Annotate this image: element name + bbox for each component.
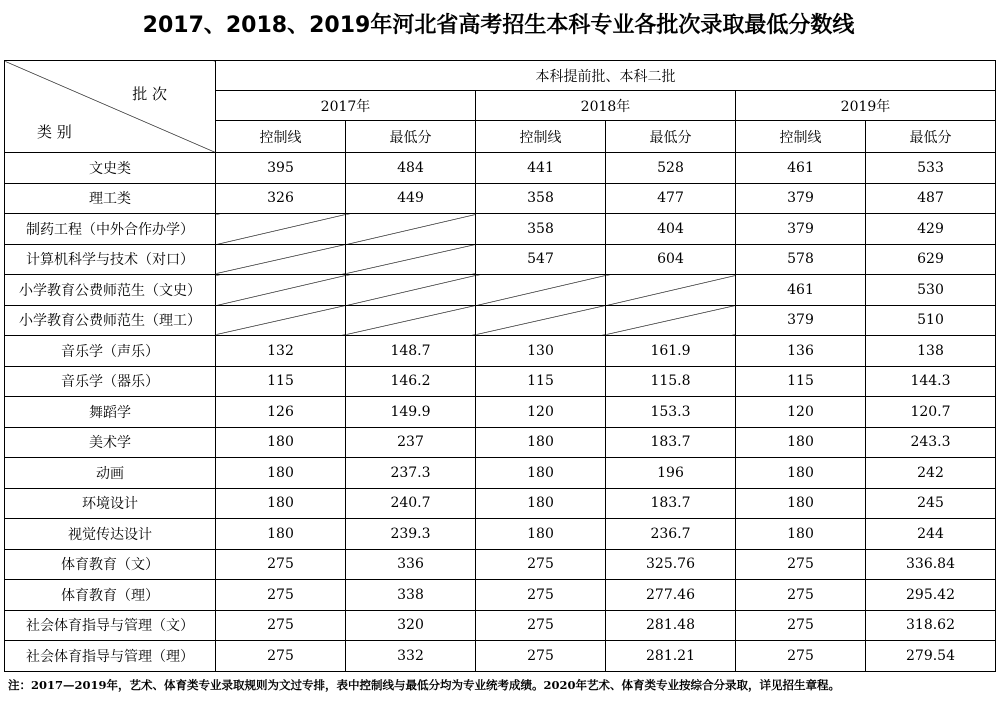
min-score-cell: 404 — [606, 214, 736, 245]
control-line-cell: 358 — [476, 183, 606, 214]
empty-cell — [476, 275, 606, 306]
control-line-cell: 180 — [216, 519, 346, 550]
category-cell: 音乐学（器乐） — [5, 366, 216, 397]
table-row — [5, 305, 996, 336]
control-line-cell: 275 — [216, 580, 346, 611]
table-row — [5, 183, 996, 214]
table-row — [5, 519, 996, 550]
category-cell: 体育教育（文） — [5, 549, 216, 580]
control-line-cell: 120 — [736, 397, 866, 428]
category-cell: 计算机科学与技术（对口） — [5, 244, 216, 275]
control-line-cell: 379 — [736, 305, 866, 336]
empty-cell — [346, 244, 476, 275]
header-year-2019: 2019年 — [736, 91, 996, 121]
min-score-cell: 528 — [606, 153, 736, 184]
min-score-cell: 146.2 — [346, 366, 476, 397]
control-line-cell: 275 — [476, 610, 606, 641]
control-line-cell: 275 — [476, 549, 606, 580]
min-score-cell: 281.48 — [606, 610, 736, 641]
category-cell: 舞蹈学 — [5, 397, 216, 428]
min-score-cell: 277.46 — [606, 580, 736, 611]
header-batch-title: 本科提前批、本科二批 — [216, 61, 996, 91]
table-row — [5, 427, 996, 458]
min-score-cell: 484 — [346, 153, 476, 184]
control-line-cell: 275 — [216, 549, 346, 580]
header-min-score: 最低分 — [866, 121, 996, 153]
table-row — [5, 580, 996, 611]
category-cell: 小学教育公费师范生（文史） — [5, 275, 216, 306]
table-row — [5, 458, 996, 489]
min-score-cell: 629 — [866, 244, 996, 275]
control-line-cell: 120 — [476, 397, 606, 428]
min-score-cell: 183.7 — [606, 488, 736, 519]
empty-cell — [606, 305, 736, 336]
table-row — [5, 549, 996, 580]
control-line-cell: 180 — [476, 458, 606, 489]
empty-cell — [476, 305, 606, 336]
header-control-line: 控制线 — [216, 121, 346, 153]
control-line-cell: 180 — [216, 488, 346, 519]
control-line-cell: 395 — [216, 153, 346, 184]
header-control-line: 控制线 — [476, 121, 606, 153]
category-cell: 文史类 — [5, 153, 216, 184]
page-title: 2017、2018、2019年河北省高考招生本科专业各批次录取最低分数线 — [142, 13, 855, 38]
control-line-cell: 115 — [216, 366, 346, 397]
header-min-score: 最低分 — [606, 121, 736, 153]
min-score-cell: 477 — [606, 183, 736, 214]
category-cell: 制药工程（中外合作办学） — [5, 214, 216, 245]
header-category-label: 类 别 — [37, 123, 72, 141]
empty-cell — [346, 305, 476, 336]
control-line-cell: 578 — [736, 244, 866, 275]
control-line-cell: 379 — [736, 214, 866, 245]
control-line-cell: 180 — [736, 519, 866, 550]
category-cell: 小学教育公费师范生（理工） — [5, 305, 216, 336]
table-row — [5, 153, 996, 184]
header-year-2018: 2018年 — [476, 91, 736, 121]
control-line-cell: 275 — [216, 641, 346, 672]
min-score-cell: 237.3 — [346, 458, 476, 489]
min-score-cell: 338 — [346, 580, 476, 611]
category-cell: 社会体育指导与管理（文） — [5, 610, 216, 641]
min-score-cell: 144.3 — [866, 366, 996, 397]
min-score-cell: 336 — [346, 549, 476, 580]
min-score-cell: 161.9 — [606, 336, 736, 367]
control-line-cell: 126 — [216, 397, 346, 428]
min-score-cell: 318.62 — [866, 610, 996, 641]
min-score-cell: 429 — [866, 214, 996, 245]
min-score-cell: 510 — [866, 305, 996, 336]
min-score-cell: 244 — [866, 519, 996, 550]
min-score-cell: 332 — [346, 641, 476, 672]
control-line-cell: 326 — [216, 183, 346, 214]
category-cell: 动画 — [5, 458, 216, 489]
header-corner-cell — [5, 61, 216, 153]
table-row — [5, 336, 996, 367]
min-score-cell: 148.7 — [346, 336, 476, 367]
table-row — [5, 366, 996, 397]
category-cell: 音乐学（声乐） — [5, 336, 216, 367]
control-line-cell: 358 — [476, 214, 606, 245]
table-row — [5, 214, 996, 245]
score-table — [4, 60, 996, 672]
control-line-cell: 461 — [736, 153, 866, 184]
min-score-cell: 196 — [606, 458, 736, 489]
min-score-cell: 279.54 — [866, 641, 996, 672]
min-score-cell: 449 — [346, 183, 476, 214]
control-line-cell: 461 — [736, 275, 866, 306]
empty-cell — [346, 275, 476, 306]
table-row — [5, 275, 996, 306]
control-line-cell: 275 — [736, 641, 866, 672]
control-line-cell: 180 — [476, 519, 606, 550]
min-score-cell: 325.76 — [606, 549, 736, 580]
control-line-cell: 180 — [736, 488, 866, 519]
control-line-cell: 275 — [216, 610, 346, 641]
category-cell: 理工类 — [5, 183, 216, 214]
table-row — [5, 610, 996, 641]
min-score-cell: 320 — [346, 610, 476, 641]
empty-cell — [606, 275, 736, 306]
min-score-cell: 239.3 — [346, 519, 476, 550]
min-score-cell: 243.3 — [866, 427, 996, 458]
control-line-cell: 132 — [216, 336, 346, 367]
control-line-cell: 136 — [736, 336, 866, 367]
control-line-cell: 180 — [216, 427, 346, 458]
min-score-cell: 138 — [866, 336, 996, 367]
table-row — [5, 397, 996, 428]
min-score-cell: 295.42 — [866, 580, 996, 611]
min-score-cell: 120.7 — [866, 397, 996, 428]
control-line-cell: 441 — [476, 153, 606, 184]
control-line-cell: 547 — [476, 244, 606, 275]
control-line-cell: 115 — [736, 366, 866, 397]
control-line-cell: 275 — [736, 580, 866, 611]
min-score-cell: 487 — [866, 183, 996, 214]
header-control-line: 控制线 — [736, 121, 866, 153]
min-score-cell: 281.21 — [606, 641, 736, 672]
min-score-cell: 240.7 — [346, 488, 476, 519]
category-cell: 视觉传达设计 — [5, 519, 216, 550]
category-cell: 体育教育（理） — [5, 580, 216, 611]
control-line-cell: 180 — [216, 458, 346, 489]
min-score-cell: 237 — [346, 427, 476, 458]
min-score-cell: 183.7 — [606, 427, 736, 458]
header-year-2017: 2017年 — [216, 91, 476, 121]
control-line-cell: 130 — [476, 336, 606, 367]
category-cell: 环境设计 — [5, 488, 216, 519]
control-line-cell: 275 — [736, 549, 866, 580]
control-line-cell: 275 — [736, 610, 866, 641]
footnote: 注：2017—2019年，艺术、体育类专业录取规则为文过专排，表中控制线与最低分均为专业统考成绩。2020年艺术、体育类专业按综合分录取，详见招生章程。 — [8, 678, 841, 692]
control-line-cell: 180 — [736, 427, 866, 458]
min-score-cell: 115.8 — [606, 366, 736, 397]
control-line-cell: 275 — [476, 580, 606, 611]
control-line-cell: 180 — [736, 458, 866, 489]
table-row — [5, 244, 996, 275]
empty-cell — [216, 214, 346, 245]
min-score-cell: 336.84 — [866, 549, 996, 580]
empty-cell — [346, 214, 476, 245]
min-score-cell: 530 — [866, 275, 996, 306]
control-line-cell: 275 — [476, 641, 606, 672]
control-line-cell: 180 — [476, 427, 606, 458]
header-min-score: 最低分 — [346, 121, 476, 153]
empty-cell — [216, 244, 346, 275]
category-cell: 社会体育指导与管理（理） — [5, 641, 216, 672]
min-score-cell: 533 — [866, 153, 996, 184]
min-score-cell: 153.3 — [606, 397, 736, 428]
table-row — [5, 641, 996, 672]
min-score-cell: 149.9 — [346, 397, 476, 428]
empty-cell — [216, 305, 346, 336]
min-score-cell: 245 — [866, 488, 996, 519]
min-score-cell: 242 — [866, 458, 996, 489]
table-row — [5, 488, 996, 519]
empty-cell — [216, 275, 346, 306]
category-cell: 美术学 — [5, 427, 216, 458]
control-line-cell: 379 — [736, 183, 866, 214]
control-line-cell: 115 — [476, 366, 606, 397]
control-line-cell: 180 — [476, 488, 606, 519]
min-score-cell: 604 — [606, 244, 736, 275]
min-score-cell: 236.7 — [606, 519, 736, 550]
header-batch-label: 批 次 — [132, 85, 167, 103]
